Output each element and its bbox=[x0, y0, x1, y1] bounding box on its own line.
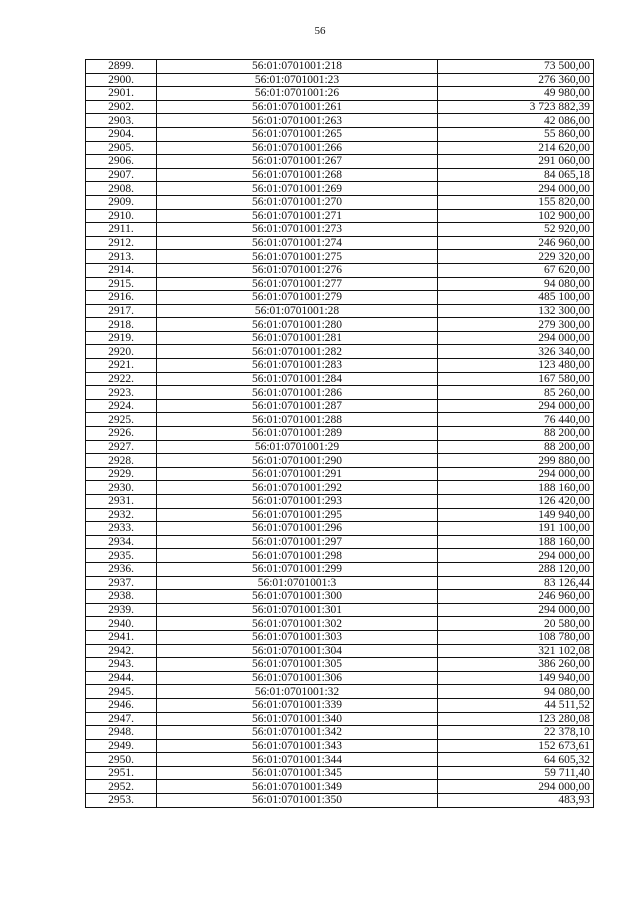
cadastral-value-cell: 3 723 882,39 bbox=[438, 100, 594, 114]
cadastral-number-cell: 56:01:0701001:266 bbox=[157, 141, 438, 155]
cadastral-value-cell: 85 260,00 bbox=[438, 386, 594, 400]
cadastral-number-cell: 56:01:0701001:275 bbox=[157, 250, 438, 264]
cadastral-value-cell: 52 920,00 bbox=[438, 223, 594, 237]
cadastral-value-cell: 188 160,00 bbox=[438, 535, 594, 549]
row-number-cell: 2943. bbox=[86, 658, 157, 672]
cadastral-value-cell: 42 086,00 bbox=[438, 114, 594, 128]
cadastral-number-cell: 56:01:0701001:292 bbox=[157, 481, 438, 495]
row-number-cell: 2939. bbox=[86, 603, 157, 617]
cadastral-value-cell: 485 100,00 bbox=[438, 291, 594, 305]
cadastral-value-cell: 73 500,00 bbox=[438, 60, 594, 74]
table-row bbox=[86, 209, 594, 223]
row-number-cell: 2900. bbox=[86, 73, 157, 87]
table-row bbox=[86, 794, 594, 808]
cadastral-value-cell: 64 605,32 bbox=[438, 753, 594, 767]
row-number-cell: 2917. bbox=[86, 304, 157, 318]
cadastral-value-cell: 246 960,00 bbox=[438, 590, 594, 604]
cadastral-value-cell: 279 300,00 bbox=[438, 318, 594, 332]
table-row bbox=[86, 712, 594, 726]
row-number-cell: 2932. bbox=[86, 508, 157, 522]
table-row bbox=[86, 277, 594, 291]
table-row bbox=[86, 549, 594, 563]
table-body bbox=[86, 60, 594, 808]
cadastral-number-cell: 56:01:0701001:23 bbox=[157, 73, 438, 87]
row-number-cell: 2901. bbox=[86, 87, 157, 101]
row-number-cell: 2934. bbox=[86, 535, 157, 549]
cadastral-value-table bbox=[85, 59, 594, 808]
cadastral-value-cell: 188 160,00 bbox=[438, 481, 594, 495]
table-row bbox=[86, 726, 594, 740]
cadastral-number-cell: 56:01:0701001:281 bbox=[157, 331, 438, 345]
page-number: 56 bbox=[314, 25, 326, 37]
cadastral-number-cell: 56:01:0701001:276 bbox=[157, 263, 438, 277]
cadastral-number-cell: 56:01:0701001:282 bbox=[157, 345, 438, 359]
cadastral-value-cell: 294 000,00 bbox=[438, 182, 594, 196]
row-number-cell: 2913. bbox=[86, 250, 157, 264]
table-row bbox=[86, 223, 594, 237]
row-number-cell: 2906. bbox=[86, 155, 157, 169]
cadastral-value-cell: 108 780,00 bbox=[438, 630, 594, 644]
cadastral-value-cell: 294 000,00 bbox=[438, 467, 594, 481]
table-row bbox=[86, 685, 594, 699]
cadastral-number-cell: 56:01:0701001:263 bbox=[157, 114, 438, 128]
table-row bbox=[86, 495, 594, 509]
row-number-cell: 2936. bbox=[86, 562, 157, 576]
table-row bbox=[86, 603, 594, 617]
cadastral-value-cell: 83 126,44 bbox=[438, 576, 594, 590]
cadastral-number-cell: 56:01:0701001:349 bbox=[157, 780, 438, 794]
cadastral-number-cell: 56:01:0701001:270 bbox=[157, 195, 438, 209]
row-number-cell: 2923. bbox=[86, 386, 157, 400]
cadastral-value-cell: 229 320,00 bbox=[438, 250, 594, 264]
table-row bbox=[86, 345, 594, 359]
row-number-cell: 2924. bbox=[86, 399, 157, 413]
table-row bbox=[86, 427, 594, 441]
cadastral-number-cell: 56:01:0701001:288 bbox=[157, 413, 438, 427]
row-number-cell: 2933. bbox=[86, 522, 157, 536]
cadastral-number-cell: 56:01:0701001:277 bbox=[157, 277, 438, 291]
row-number-cell: 2949. bbox=[86, 739, 157, 753]
table-row bbox=[86, 263, 594, 277]
table-row bbox=[86, 440, 594, 454]
row-number-cell: 2920. bbox=[86, 345, 157, 359]
cadastral-number-cell: 56:01:0701001:29 bbox=[157, 440, 438, 454]
cadastral-number-cell: 56:01:0701001:350 bbox=[157, 794, 438, 808]
cadastral-number-cell: 56:01:0701001:299 bbox=[157, 562, 438, 576]
table-row bbox=[86, 155, 594, 169]
cadastral-value-cell: 294 000,00 bbox=[438, 331, 594, 345]
row-number-cell: 2951. bbox=[86, 766, 157, 780]
table-row bbox=[86, 753, 594, 767]
cadastral-value-cell: 88 200,00 bbox=[438, 427, 594, 441]
cadastral-number-cell: 56:01:0701001:300 bbox=[157, 590, 438, 604]
cadastral-value-cell: 294 000,00 bbox=[438, 603, 594, 617]
cadastral-number-cell: 56:01:0701001:286 bbox=[157, 386, 438, 400]
cadastral-number-cell: 56:01:0701001:339 bbox=[157, 698, 438, 712]
cadastral-number-cell: 56:01:0701001:302 bbox=[157, 617, 438, 631]
row-number-cell: 2930. bbox=[86, 481, 157, 495]
row-number-cell: 2912. bbox=[86, 236, 157, 250]
cadastral-value-cell: 59 711,40 bbox=[438, 766, 594, 780]
cadastral-value-cell: 94 080,00 bbox=[438, 685, 594, 699]
table-row bbox=[86, 576, 594, 590]
cadastral-number-cell: 56:01:0701001:304 bbox=[157, 644, 438, 658]
cadastral-value-cell: 326 340,00 bbox=[438, 345, 594, 359]
row-number-cell: 2938. bbox=[86, 590, 157, 604]
cadastral-number-cell: 56:01:0701001:306 bbox=[157, 671, 438, 685]
cadastral-value-cell: 291 060,00 bbox=[438, 155, 594, 169]
row-number-cell: 2945. bbox=[86, 685, 157, 699]
cadastral-number-cell: 56:01:0701001:32 bbox=[157, 685, 438, 699]
row-number-cell: 2919. bbox=[86, 331, 157, 345]
table-row bbox=[86, 481, 594, 495]
row-number-cell: 2937. bbox=[86, 576, 157, 590]
row-number-cell: 2947. bbox=[86, 712, 157, 726]
row-number-cell: 2909. bbox=[86, 195, 157, 209]
cadastral-number-cell: 56:01:0701001:297 bbox=[157, 535, 438, 549]
cadastral-number-cell: 56:01:0701001:291 bbox=[157, 467, 438, 481]
table-row bbox=[86, 766, 594, 780]
cadastral-number-cell: 56:01:0701001:283 bbox=[157, 359, 438, 373]
row-number-cell: 2921. bbox=[86, 359, 157, 373]
row-number-cell: 2926. bbox=[86, 427, 157, 441]
cadastral-number-cell: 56:01:0701001:289 bbox=[157, 427, 438, 441]
cadastral-value-cell: 20 580,00 bbox=[438, 617, 594, 631]
table-row bbox=[86, 698, 594, 712]
row-number-cell: 2952. bbox=[86, 780, 157, 794]
cadastral-number-cell: 56:01:0701001:293 bbox=[157, 495, 438, 509]
cadastral-number-cell: 56:01:0701001:274 bbox=[157, 236, 438, 250]
table-row bbox=[86, 114, 594, 128]
cadastral-value-cell: 191 100,00 bbox=[438, 522, 594, 536]
row-number-cell: 2907. bbox=[86, 168, 157, 182]
row-number-cell: 2942. bbox=[86, 644, 157, 658]
row-number-cell: 2925. bbox=[86, 413, 157, 427]
cadastral-value-cell: 84 065,18 bbox=[438, 168, 594, 182]
cadastral-number-cell: 56:01:0701001:296 bbox=[157, 522, 438, 536]
cadastral-value-cell: 132 300,00 bbox=[438, 304, 594, 318]
cadastral-number-cell: 56:01:0701001:295 bbox=[157, 508, 438, 522]
cadastral-value-cell: 483,93 bbox=[438, 794, 594, 808]
table-row bbox=[86, 195, 594, 209]
table-row bbox=[86, 127, 594, 141]
table-row bbox=[86, 739, 594, 753]
row-number-cell: 2914. bbox=[86, 263, 157, 277]
row-number-cell: 2904. bbox=[86, 127, 157, 141]
row-number-cell: 2940. bbox=[86, 617, 157, 631]
cadastral-number-cell: 56:01:0701001:3 bbox=[157, 576, 438, 590]
row-number-cell: 2950. bbox=[86, 753, 157, 767]
row-number-cell: 2905. bbox=[86, 141, 157, 155]
table-row bbox=[86, 590, 594, 604]
cadastral-number-cell: 56:01:0701001:305 bbox=[157, 658, 438, 672]
table-row bbox=[86, 617, 594, 631]
cadastral-value-cell: 294 000,00 bbox=[438, 399, 594, 413]
cadastral-value-cell: 276 360,00 bbox=[438, 73, 594, 87]
cadastral-value-cell: 55 860,00 bbox=[438, 127, 594, 141]
cadastral-number-cell: 56:01:0701001:269 bbox=[157, 182, 438, 196]
row-number-cell: 2918. bbox=[86, 318, 157, 332]
table-row bbox=[86, 386, 594, 400]
table-row bbox=[86, 141, 594, 155]
row-number-cell: 2903. bbox=[86, 114, 157, 128]
cadastral-number-cell: 56:01:0701001:26 bbox=[157, 87, 438, 101]
cadastral-value-cell: 123 480,00 bbox=[438, 359, 594, 373]
table-row bbox=[86, 644, 594, 658]
cadastral-value-cell: 288 120,00 bbox=[438, 562, 594, 576]
table-row bbox=[86, 304, 594, 318]
row-number-cell: 2911. bbox=[86, 223, 157, 237]
cadastral-value-cell: 126 420,00 bbox=[438, 495, 594, 509]
cadastral-value-cell: 22 378,10 bbox=[438, 726, 594, 740]
cadastral-number-cell: 56:01:0701001:345 bbox=[157, 766, 438, 780]
cadastral-number-cell: 56:01:0701001:287 bbox=[157, 399, 438, 413]
row-number-cell: 2902. bbox=[86, 100, 157, 114]
cadastral-value-cell: 149 940,00 bbox=[438, 671, 594, 685]
cadastral-number-cell: 56:01:0701001:268 bbox=[157, 168, 438, 182]
cadastral-value-cell: 214 620,00 bbox=[438, 141, 594, 155]
row-number-cell: 2915. bbox=[86, 277, 157, 291]
cadastral-value-cell: 76 440,00 bbox=[438, 413, 594, 427]
table-row bbox=[86, 413, 594, 427]
table-row bbox=[86, 562, 594, 576]
table-row bbox=[86, 291, 594, 305]
table-row bbox=[86, 60, 594, 74]
cadastral-value-cell: 167 580,00 bbox=[438, 372, 594, 386]
table-row bbox=[86, 508, 594, 522]
cadastral-value-cell: 246 960,00 bbox=[438, 236, 594, 250]
cadastral-number-cell: 56:01:0701001:343 bbox=[157, 739, 438, 753]
cadastral-value-cell: 102 900,00 bbox=[438, 209, 594, 223]
row-number-cell: 2899. bbox=[86, 60, 157, 74]
table-row bbox=[86, 236, 594, 250]
table-row bbox=[86, 100, 594, 114]
table-row bbox=[86, 454, 594, 468]
cadastral-value-cell: 123 280,08 bbox=[438, 712, 594, 726]
table-row bbox=[86, 87, 594, 101]
row-number-cell: 2929. bbox=[86, 467, 157, 481]
table-row bbox=[86, 630, 594, 644]
cadastral-value-cell: 149 940,00 bbox=[438, 508, 594, 522]
table-row bbox=[86, 780, 594, 794]
cadastral-number-cell: 56:01:0701001:273 bbox=[157, 223, 438, 237]
cadastral-number-cell: 56:01:0701001:342 bbox=[157, 726, 438, 740]
row-number-cell: 2927. bbox=[86, 440, 157, 454]
row-number-cell: 2916. bbox=[86, 291, 157, 305]
cadastral-value-cell: 294 000,00 bbox=[438, 549, 594, 563]
table-row bbox=[86, 168, 594, 182]
table-row bbox=[86, 467, 594, 481]
cadastral-number-cell: 56:01:0701001:28 bbox=[157, 304, 438, 318]
table-row bbox=[86, 372, 594, 386]
table-row bbox=[86, 73, 594, 87]
row-number-cell: 2953. bbox=[86, 794, 157, 808]
cadastral-number-cell: 56:01:0701001:279 bbox=[157, 291, 438, 305]
cadastral-number-cell: 56:01:0701001:298 bbox=[157, 549, 438, 563]
table-row bbox=[86, 318, 594, 332]
row-number-cell: 2948. bbox=[86, 726, 157, 740]
cadastral-value-cell: 49 980,00 bbox=[438, 87, 594, 101]
cadastral-value-cell: 321 102,08 bbox=[438, 644, 594, 658]
table-row bbox=[86, 522, 594, 536]
table-row bbox=[86, 399, 594, 413]
cadastral-number-cell: 56:01:0701001:290 bbox=[157, 454, 438, 468]
table-row bbox=[86, 250, 594, 264]
cadastral-value-cell: 386 260,00 bbox=[438, 658, 594, 672]
cadastral-value-cell: 67 620,00 bbox=[438, 263, 594, 277]
row-number-cell: 2935. bbox=[86, 549, 157, 563]
table-row bbox=[86, 535, 594, 549]
cadastral-number-cell: 56:01:0701001:267 bbox=[157, 155, 438, 169]
table-row bbox=[86, 331, 594, 345]
cadastral-value-cell: 88 200,00 bbox=[438, 440, 594, 454]
cadastral-number-cell: 56:01:0701001:301 bbox=[157, 603, 438, 617]
cadastral-number-cell: 56:01:0701001:280 bbox=[157, 318, 438, 332]
row-number-cell: 2941. bbox=[86, 630, 157, 644]
row-number-cell: 2946. bbox=[86, 698, 157, 712]
cadastral-number-cell: 56:01:0701001:218 bbox=[157, 60, 438, 74]
cadastral-value-cell: 294 000,00 bbox=[438, 780, 594, 794]
table-row bbox=[86, 658, 594, 672]
cadastral-value-cell: 155 820,00 bbox=[438, 195, 594, 209]
table-row bbox=[86, 182, 594, 196]
cadastral-number-cell: 56:01:0701001:261 bbox=[157, 100, 438, 114]
row-number-cell: 2908. bbox=[86, 182, 157, 196]
cadastral-value-cell: 299 880,00 bbox=[438, 454, 594, 468]
row-number-cell: 2944. bbox=[86, 671, 157, 685]
row-number-cell: 2922. bbox=[86, 372, 157, 386]
cadastral-number-cell: 56:01:0701001:303 bbox=[157, 630, 438, 644]
cadastral-number-cell: 56:01:0701001:340 bbox=[157, 712, 438, 726]
cadastral-number-cell: 56:01:0701001:265 bbox=[157, 127, 438, 141]
cadastral-number-cell: 56:01:0701001:271 bbox=[157, 209, 438, 223]
row-number-cell: 2931. bbox=[86, 495, 157, 509]
cadastral-value-cell: 94 080,00 bbox=[438, 277, 594, 291]
cadastral-number-cell: 56:01:0701001:284 bbox=[157, 372, 438, 386]
cadastral-value-cell: 152 673,61 bbox=[438, 739, 594, 753]
row-number-cell: 2910. bbox=[86, 209, 157, 223]
cadastral-number-cell: 56:01:0701001:344 bbox=[157, 753, 438, 767]
cadastral-value-cell: 44 511,52 bbox=[438, 698, 594, 712]
table-row bbox=[86, 359, 594, 373]
row-number-cell: 2928. bbox=[86, 454, 157, 468]
table-row bbox=[86, 671, 594, 685]
